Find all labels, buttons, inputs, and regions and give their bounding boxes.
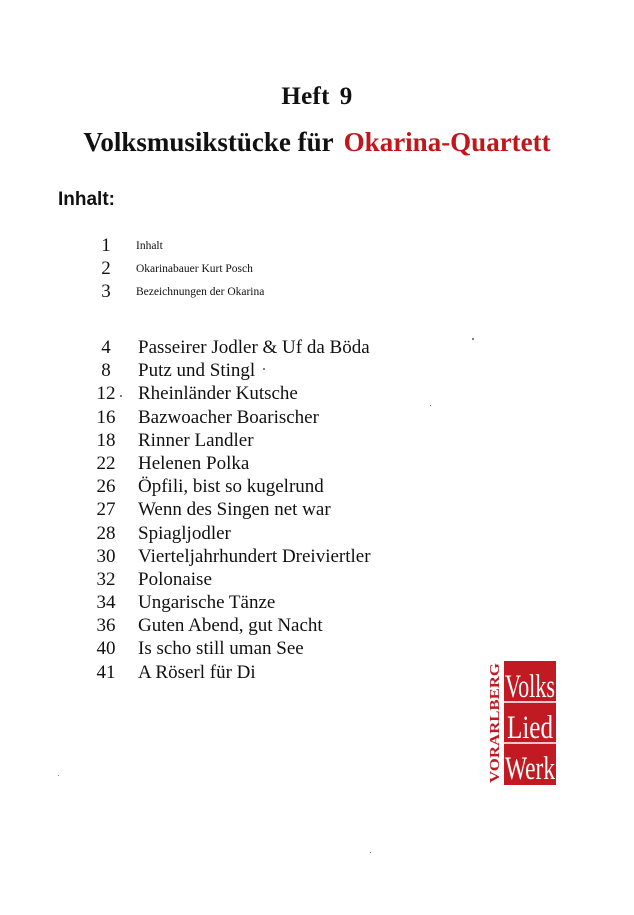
page-number: 4 [101, 337, 111, 358]
volksliedwerk-logo [484, 661, 556, 785]
entry-title: A Röserl für Di [138, 661, 256, 683]
page-number: 36 [96, 615, 116, 637]
page-number: 18 [96, 429, 116, 451]
entry-title: Ungarische Tänze [138, 592, 276, 614]
logo-word-werk: Werk [505, 751, 556, 787]
scan-speck [472, 338, 474, 340]
entry-title: Passeirer Jodler & Uf da Böda [138, 337, 370, 358]
page-number: 3 [101, 281, 111, 302]
page-number: 26 [96, 476, 116, 498]
entry-title: Is scho still uman See [138, 638, 304, 660]
entry-title: Guten Abend, gut Nacht [138, 615, 323, 637]
entry-title: Bazwoacher Boarischer [138, 406, 319, 428]
entry-title: Rinner Landler [138, 429, 254, 451]
page-number: 40 [96, 638, 116, 660]
logo-word-lied: Lied [507, 710, 554, 746]
entry-title: Okarinabauer Kurt Posch [136, 263, 253, 275]
entry-title: Spiagljodler [138, 522, 231, 544]
entry-title: Öpfili, bist so kugelrund [138, 476, 324, 498]
scan-speck [58, 775, 59, 776]
entry-title: Polonaise [138, 568, 212, 590]
heft-number: 9 [339, 83, 353, 110]
page-number: 8 [101, 360, 111, 382]
document-title [0, 125, 634, 159]
page-number: 27 [96, 499, 116, 521]
scan-speck [430, 405, 431, 406]
entry-title: Inhalt [136, 240, 163, 252]
entry-title: Wenn des Singen net war [138, 499, 331, 521]
page-number: 2 [101, 258, 111, 279]
scan-speck [120, 395, 122, 397]
entry-title: Putz und Stingl [138, 360, 256, 382]
entry-title: Vierteljahrhundert Dreiviertler [138, 545, 371, 567]
title-prefix: Volksmusikstücke für [83, 127, 334, 157]
page-number: 16 [96, 406, 116, 428]
scan-speck [263, 368, 265, 370]
page-number: 41 [96, 661, 116, 683]
page-number: 12 [96, 383, 116, 405]
title-accent: Okarina-Quartett [343, 127, 551, 157]
scan-speck [370, 852, 371, 853]
entry-title: Helenen Polka [138, 452, 250, 474]
entry-title: Bezeichnungen der Okarina [136, 286, 265, 298]
entry-title: Rheinländer Kutsche [138, 383, 298, 405]
booklet-number-heading [0, 82, 634, 112]
logo-word-volks: Volks [505, 669, 555, 705]
page-number: 32 [96, 568, 116, 590]
page-number: 34 [96, 592, 116, 614]
heft-label: Heft [281, 83, 330, 110]
page-number: 22 [96, 452, 116, 474]
page-number: 28 [96, 522, 116, 544]
page-number: 1 [101, 235, 111, 256]
logo-side-text: VORARLBERG [488, 682, 503, 783]
page-number: 30 [96, 545, 116, 567]
contents-heading: Inhalt: [58, 189, 115, 210]
